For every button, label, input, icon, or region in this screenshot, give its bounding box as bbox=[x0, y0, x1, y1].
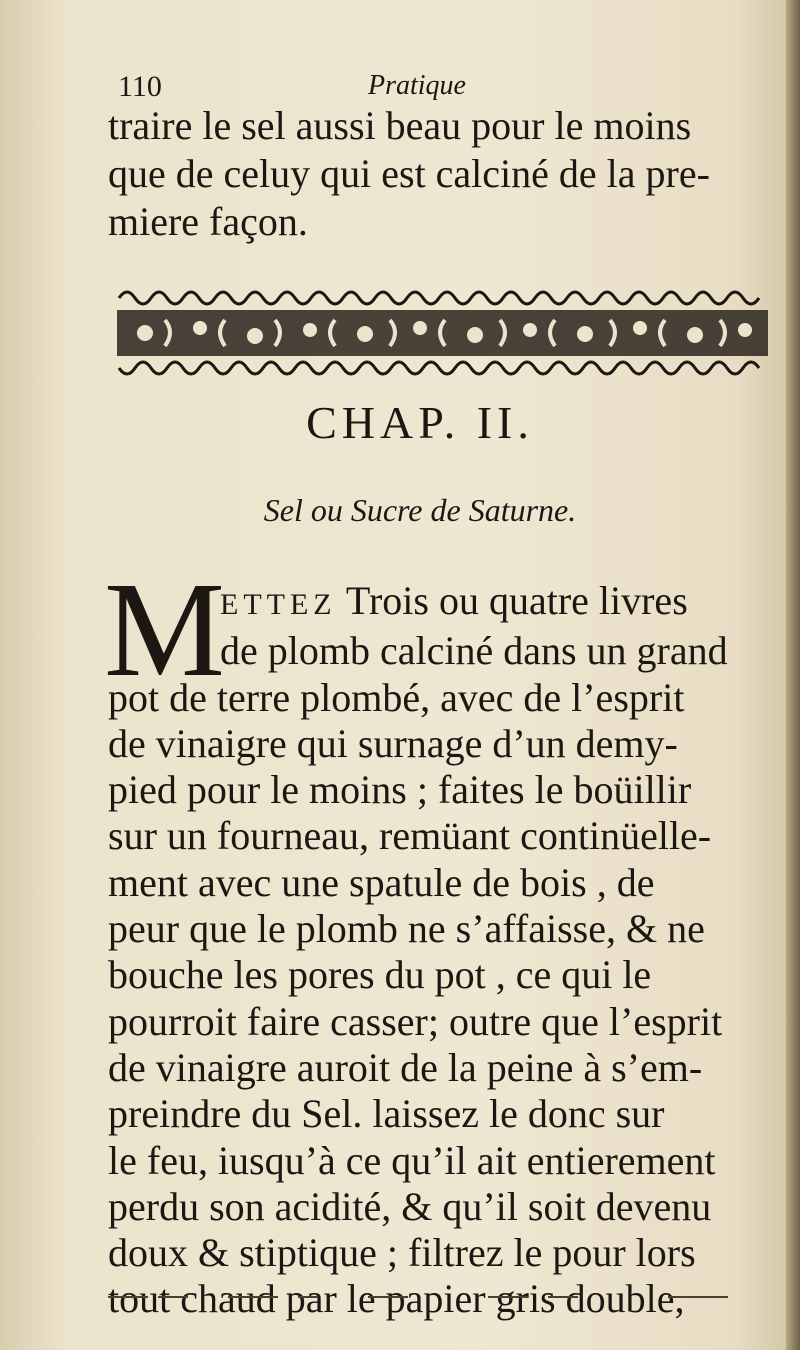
text-line: le feu, iusqu’à ce qu’il ait entierement bbox=[108, 1137, 716, 1183]
bleed-through-rule bbox=[108, 1292, 758, 1302]
text-line: tout chaud par le papier gris double, bbox=[108, 1276, 685, 1322]
small-caps-opening: ETTEZ bbox=[220, 588, 337, 621]
carry-over-paragraph bbox=[108, 102, 768, 246]
text-line: ment avec une spatule de bois , de bbox=[108, 859, 655, 905]
page-number: 110 bbox=[118, 70, 162, 103]
text-line: pot de terre plombé, avec de l’esprit bbox=[108, 674, 685, 720]
text-line: peur que le plomb ne s’affaisse, & ne bbox=[108, 906, 705, 952]
chapter-subtitle: Sel ou Sucre de Saturne. bbox=[263, 492, 577, 528]
text-line: de vinaigre auroit de la peine à s’em- bbox=[108, 1044, 703, 1090]
text-line: doux & stiptique ; filtrez le pour lors bbox=[108, 1230, 696, 1276]
text-line: que de celuy qui est calciné de la pre- bbox=[108, 151, 710, 196]
body-paragraph bbox=[108, 578, 766, 1323]
text-line: pied pour le moins ; faites le boüillir bbox=[108, 767, 692, 813]
text-line: de vinaigre qui surnage d’un demy- bbox=[108, 720, 678, 766]
chapter-heading: CHAP. II. bbox=[306, 397, 534, 448]
decorative-headpiece bbox=[115, 278, 770, 384]
running-title: Pratique bbox=[368, 70, 466, 101]
text-line: preindre du Sel. laissez le donc sur bbox=[108, 1091, 665, 1137]
first-line bbox=[108, 578, 766, 628]
page-edge-shadow bbox=[786, 0, 800, 1350]
drop-cap: M bbox=[104, 555, 225, 705]
text-line: bouche les pores du pot , ce qui le bbox=[108, 952, 652, 998]
text-line: de plomb calciné dans un grand bbox=[220, 628, 728, 674]
text-line: perdu son acidité, & qu’il soit devenu bbox=[108, 1183, 712, 1229]
text-line: pourroit faire casser; outre que l’esprit bbox=[108, 998, 723, 1044]
first-line-text: Trois ou quatre livres bbox=[336, 578, 688, 623]
text-line: miere façon. bbox=[108, 199, 308, 244]
text-line: traire le sel aussi beau pour le moins bbox=[108, 103, 692, 148]
text-line: sur un fourneau, remüant continüelle- bbox=[108, 813, 712, 859]
